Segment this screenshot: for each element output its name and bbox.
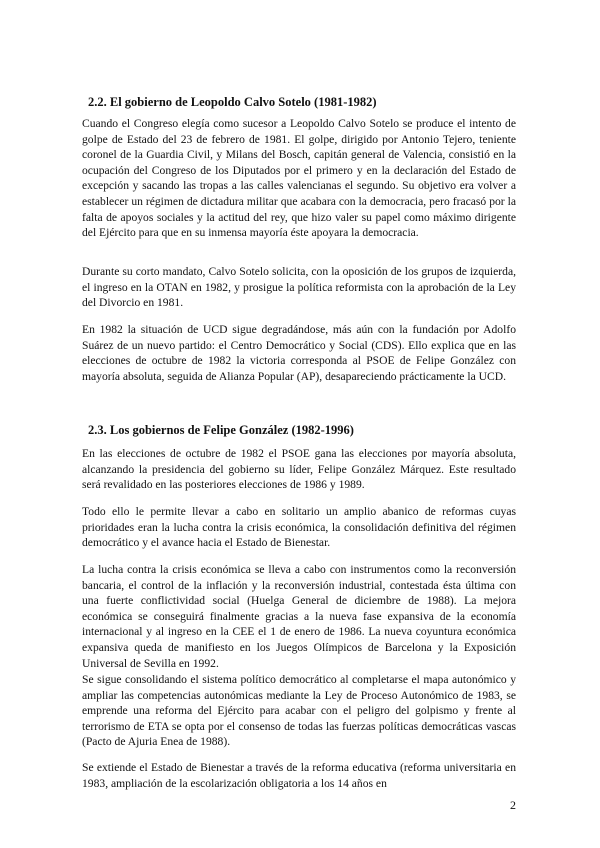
section-heading-calvo-sotelo: 2.2. El gobierno de Leopoldo Calvo Sotelo (1981-1982)	[88, 95, 377, 109]
paragraph-corto-mandato: Durante su corto mandato, Calvo Sotelo solicita, con la oposición de los grupos de izquierda, el ingreso en la OTAN en 1982, y prosigue la política reformista con la aprobación de la Ley del Divorcio en 1981.	[82, 265, 516, 310]
paragraph-elecciones-1982: En las elecciones de octubre de 1982 el PSOE gana las elecciones por mayoría absoluta, alcanzando la presidencia del gobierno su líder, Felipe González Márquez. Este resultado será revalidado en las posteriores elecciones de 1986 y 1989.	[82, 447, 516, 492]
page-number: 2	[510, 798, 516, 812]
section-heading-felipe-gonzalez: 2.3. Los gobiernos de Felipe González (1982-1996)	[88, 423, 354, 437]
paragraph-situacion-ucd: En 1982 la situación de UCD sigue degradándose, más aún con la fundación por Adolfo Suárez de un nuevo partido: el Centro Democrático y Social (CDS). Ello explica que en las elecciones de octubre de 1982 la victoria corresponda al PSOE de Felipe González con mayoría absoluta, seguida de Alianza Popular (AP), desapareciendo prácticamente la UCD.	[82, 323, 516, 383]
paragraph-estado-bienestar: Se extiende el Estado de Bienestar a través de la reforma educativa (reforma universitaria en 1983, ampliación de la escolarización obligatoria a los 14 años en	[82, 761, 516, 790]
paragraph-golpe-de-estado: Cuando el Congreso elegía como sucesor a Leopoldo Calvo Sotelo se produce el intento de golpe de Estado del 23 de febrero de 1981. El golpe, dirigido por Antonio Tejero, teniente coronel de la Guardia Civil, y Milans del Bosch, capitán general de Valencia, consistió en la ocupación del Congreso de los Diputados por el primero y en la declaración del Estado de excepción y sacando las tropas a las calles valencianas el segundo. Su objetivo era volver a establecer un régimen de dictadura militar que acabara con la democracia, pero fracasó por la falta de apoyos sociales y la actitud del rey, que hizo valer su papel como máximo dirigente del Ejército para que en su inmensa mayoría éste apoyara la democracia.	[82, 117, 516, 240]
paragraph-abanico-reformas: Todo ello le permite llevar a cabo en solitario un amplio abanico de reformas cuyas prioridades eran la lucha contra la crisis económica, la consolidación definitiva del régimen democrático y el avance hacia el Estado de Bienestar.	[82, 505, 516, 550]
paragraph-sistema-politico: Se sigue consolidando el sistema político democrático al completarse el mapa autonómico y ampliar las competencias autonómicas mediante la Ley de Proceso Autonómico de 1983, se emprende una reforma del Ejército para acabar con el peligro del golpismo y frente al terrorismo de ETA se opta por el consenso de todas las fuerzas políticas democráticas vascas (Pacto de Ajuria Enea de 1988).	[82, 673, 516, 749]
paragraph-crisis-economica: La lucha contra la crisis económica se lleva a cabo con instrumentos como la reconversión bancaria, el control de la inflación y la reconversión industrial, contestada ésta última con una fuerte conflictividad social (Huelga General de diciembre de 1988). La mejora económica se conseguirá finalmente gracias a la nueva fase expansiva de la economía internacional y al ingreso en la CEE el 1 de enero de 1986. La nueva coyuntura económica expansiva queda de manifiesto en los Juegos Olímpicos de Barcelona y la Exposición Universal de Sevilla en 1992.	[82, 563, 516, 670]
